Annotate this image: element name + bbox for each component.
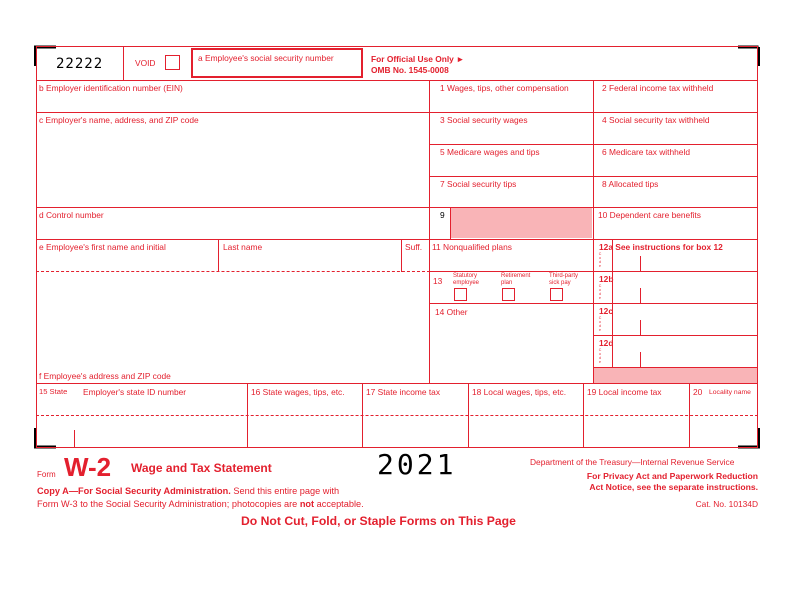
w2-form: [36, 46, 758, 448]
copy-a-line-2-pre: Form W-3 to the Social Security Administration; photocopies are: [37, 499, 300, 509]
box-1-label: 1 Wages, tips, other compensation: [440, 83, 569, 93]
employee-first-name-label: e Employee's first name and initial: [39, 242, 166, 252]
box-12d-code-letters: C o d e: [598, 348, 602, 364]
copy-a-text: Send this entire page with: [230, 486, 340, 496]
box-11-label: 11 Nonqualified plans: [432, 242, 512, 252]
ssn-field[interactable]: [191, 48, 363, 78]
box-20-label: 20: [693, 387, 703, 397]
statutory-employee-label: Statutory employee: [453, 273, 480, 286]
box-5-label: 5 Medicare wages and tips: [440, 147, 540, 157]
box-18-label: 18 Local wages, tips, etc.: [472, 387, 567, 397]
locality-name-label: Locality name: [709, 389, 751, 396]
employer-state-id-label: Employer's state ID number: [83, 387, 187, 397]
box-19-label: 19 Local income tax: [587, 387, 662, 397]
box-16-label: 16 State wages, tips, etc.: [251, 387, 345, 397]
copy-a-heading: Copy A—For Social Security Administration.: [37, 486, 231, 496]
copy-a-line-1: [37, 486, 339, 496]
box-12c-label: 12c: [599, 306, 613, 316]
omb-number: OMB No. 1545-0008: [371, 65, 449, 75]
box-10-label: 10 Dependent care benefits: [598, 210, 701, 220]
void-label: VOID: [135, 58, 156, 68]
box-6-label: 6 Medicare tax withheld: [602, 147, 690, 157]
catalog-number: Cat. No. 10134D: [695, 499, 758, 509]
statutory-employee-checkbox[interactable]: [454, 288, 467, 301]
box-8-label: 8 Allocated tips: [602, 179, 659, 189]
control-number-label: d Control number: [39, 210, 104, 220]
employer-name-label: c Employer's name, address, and ZIP code: [39, 115, 199, 125]
privacy-notice-line-1: For Privacy Act and Paperwork Reduction: [586, 471, 758, 481]
ein-label: b Employer identification number (EIN): [39, 83, 183, 93]
box-12-shaded-strip: [594, 367, 758, 383]
form-word: Form: [37, 470, 56, 479]
box-12a-code-letters: C o d e: [598, 252, 602, 268]
box-3-label: 3 Social security wages: [440, 115, 528, 125]
employee-address-label: f Employee's address and ZIP code: [39, 371, 171, 381]
suffix-label: Suff.: [405, 242, 423, 252]
box-7-label: 7 Social security tips: [440, 179, 517, 189]
control-code: 22222: [56, 56, 104, 72]
copy-a-line-2-post: acceptable.: [314, 499, 364, 509]
copy-a-line-2: [37, 499, 364, 509]
retirement-plan-checkbox[interactable]: [502, 288, 515, 301]
form-name: W-2: [64, 452, 112, 482]
privacy-notice-line-2: Act Notice, see the separate instructions.: [589, 482, 758, 492]
box-2-label: 2 Federal income tax withheld: [602, 83, 714, 93]
ssn-label: a Employee's social security number: [198, 53, 334, 63]
box-12a-label: 12a See instructions for box 12: [599, 242, 723, 252]
box-12c-code-letters: C o d e: [598, 316, 602, 332]
box-15-state-label: 15 State: [39, 387, 68, 396]
box-4-label: 4 Social security tax withheld: [602, 115, 710, 125]
box-12b-code-letters: C o d e: [598, 284, 602, 300]
box-12d-label: 12d: [599, 338, 614, 348]
last-name-label: Last name: [223, 242, 263, 252]
third-party-sick-pay-label: Third-party sick pay: [549, 273, 579, 286]
box-17-label: 17 State income tax: [366, 387, 441, 397]
box-9-shaded: [450, 207, 592, 238]
treasury-label: Department of the Treasury—Internal Revenue Service: [530, 457, 735, 467]
tax-year: 2021: [377, 448, 457, 481]
form-statement-title: Wage and Tax Statement: [131, 461, 272, 475]
box-13-label: 13: [433, 276, 443, 286]
retirement-plan-label: Retirement plan: [501, 273, 531, 286]
box-9-label: 9: [440, 210, 445, 220]
box-12b-label: 12b: [599, 274, 614, 284]
do-not-cut-notice: Do Not Cut, Fold, or Staple Forms on This Page: [241, 514, 516, 528]
void-checkbox[interactable]: [165, 55, 180, 70]
official-use-label: For Official Use Only ►: [371, 54, 465, 64]
box-14-label: 14 Other: [435, 307, 468, 317]
copy-a-line-2-not: not: [299, 499, 315, 509]
third-party-sick-pay-checkbox[interactable]: [550, 288, 563, 301]
